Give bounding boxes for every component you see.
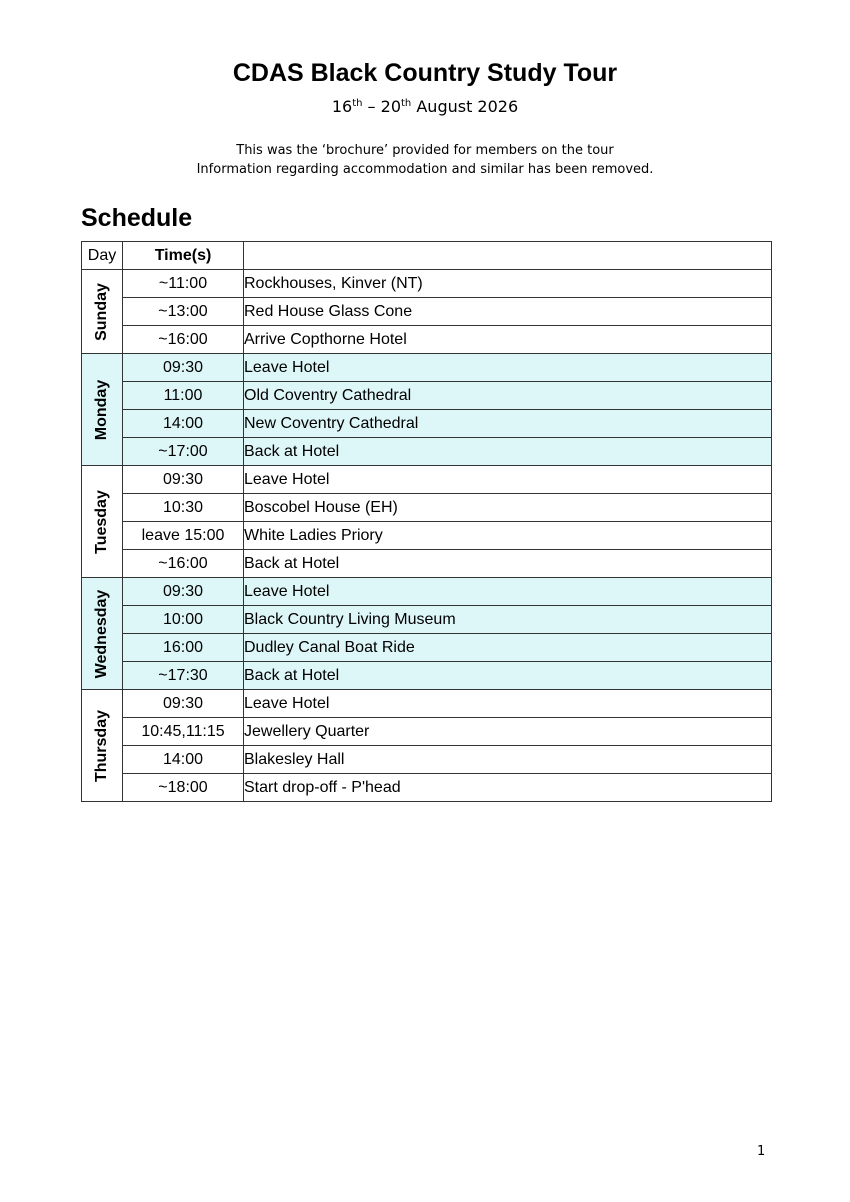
page-number: 1: [757, 1144, 766, 1159]
day-cell: [82, 578, 123, 690]
month-year: August 2026: [411, 97, 519, 116]
start-day: 16: [331, 97, 353, 116]
time-cell: ~11:00: [123, 270, 244, 298]
activity-cell: Rockhouses, Kinver (NT): [244, 270, 772, 298]
activity-cell: New Coventry Cathedral: [244, 410, 772, 438]
activity-cell: Dudley Canal Boat Ride: [244, 634, 772, 662]
table-row: [82, 466, 772, 494]
activity-cell: Jewellery Quarter: [244, 718, 772, 746]
time-cell: ~13:00: [123, 298, 244, 326]
table-row: [82, 578, 772, 606]
time-cell: ~16:00: [123, 326, 244, 354]
end-day-suffix: th: [401, 98, 412, 109]
table-row: [82, 662, 772, 690]
day-cell: [82, 354, 123, 466]
activity-cell: White Ladies Priory: [244, 522, 772, 550]
activity-cell: Back at Hotel: [244, 662, 772, 690]
end-day: 20: [380, 97, 401, 116]
time-cell: 10:30: [123, 494, 244, 522]
table-row: [82, 410, 772, 438]
day-label: Thursday: [93, 709, 110, 782]
removed-info-note: Information regarding accommodation and similar has been removed.: [196, 162, 654, 177]
document-title: CDAS Black Country Study Tour: [232, 59, 618, 87]
schedule-table: [81, 241, 772, 802]
day-label: Monday: [93, 379, 110, 440]
time-cell: 09:30: [123, 466, 244, 494]
activity-cell: Black Country Living Museum: [244, 606, 772, 634]
time-cell: leave 15:00: [123, 522, 244, 550]
activity-cell: Start drop-off - P'head: [244, 774, 772, 802]
start-day-suffix: th: [352, 98, 363, 109]
section-heading-schedule: Schedule: [81, 204, 193, 232]
time-cell: ~17:00: [123, 438, 244, 466]
time-cell: 14:00: [123, 410, 244, 438]
table-row: [82, 746, 772, 774]
header-day: Day: [82, 242, 123, 270]
time-cell: 09:30: [123, 578, 244, 606]
table-row: [82, 718, 772, 746]
table-row: [82, 382, 772, 410]
table-row: [82, 774, 772, 802]
time-cell: 16:00: [123, 634, 244, 662]
table-row: [82, 298, 772, 326]
table-row: [82, 438, 772, 466]
table-row: [82, 634, 772, 662]
time-cell: ~16:00: [123, 550, 244, 578]
header-activity: [244, 242, 772, 270]
activity-cell: Leave Hotel: [244, 690, 772, 718]
time-cell: 09:30: [123, 690, 244, 718]
time-cell: 11:00: [123, 382, 244, 410]
activity-cell: Back at Hotel: [244, 438, 772, 466]
day-cell: [82, 270, 123, 354]
time-cell: 14:00: [123, 746, 244, 774]
header-time: Time(s): [123, 242, 244, 270]
activity-cell: Arrive Copthorne Hotel: [244, 326, 772, 354]
table-row: [82, 690, 772, 718]
table-row: [82, 522, 772, 550]
table-row: [82, 326, 772, 354]
brochure-note: This was the ‘brochure’ provided for members on the tour: [236, 143, 614, 158]
time-cell: ~18:00: [123, 774, 244, 802]
activity-cell: Back at Hotel: [244, 550, 772, 578]
day-cell: [82, 690, 123, 802]
activity-cell: Leave Hotel: [244, 578, 772, 606]
time-cell: ~17:30: [123, 662, 244, 690]
activity-cell: Blakesley Hall: [244, 746, 772, 774]
table-row: [82, 606, 772, 634]
tour-dates: [0, 96, 850, 118]
schedule-body: [82, 270, 772, 802]
time-cell: 10:45,11:15: [123, 718, 244, 746]
day-label: Sunday: [93, 282, 110, 341]
table-row: [82, 270, 772, 298]
date-separator: –: [362, 97, 381, 116]
day-label: Tuesday: [93, 489, 110, 554]
activity-cell: Red House Glass Cone: [244, 298, 772, 326]
day-label: Wednesday: [93, 589, 110, 678]
table-row: [82, 494, 772, 522]
activity-cell: Old Coventry Cathedral: [244, 382, 772, 410]
time-cell: 10:00: [123, 606, 244, 634]
table-header-row: [82, 242, 772, 270]
table-row: [82, 550, 772, 578]
time-cell: 09:30: [123, 354, 244, 382]
activity-cell: Leave Hotel: [244, 466, 772, 494]
table-row: [82, 354, 772, 382]
activity-cell: Boscobel House (EH): [244, 494, 772, 522]
day-cell: [82, 466, 123, 578]
activity-cell: Leave Hotel: [244, 354, 772, 382]
